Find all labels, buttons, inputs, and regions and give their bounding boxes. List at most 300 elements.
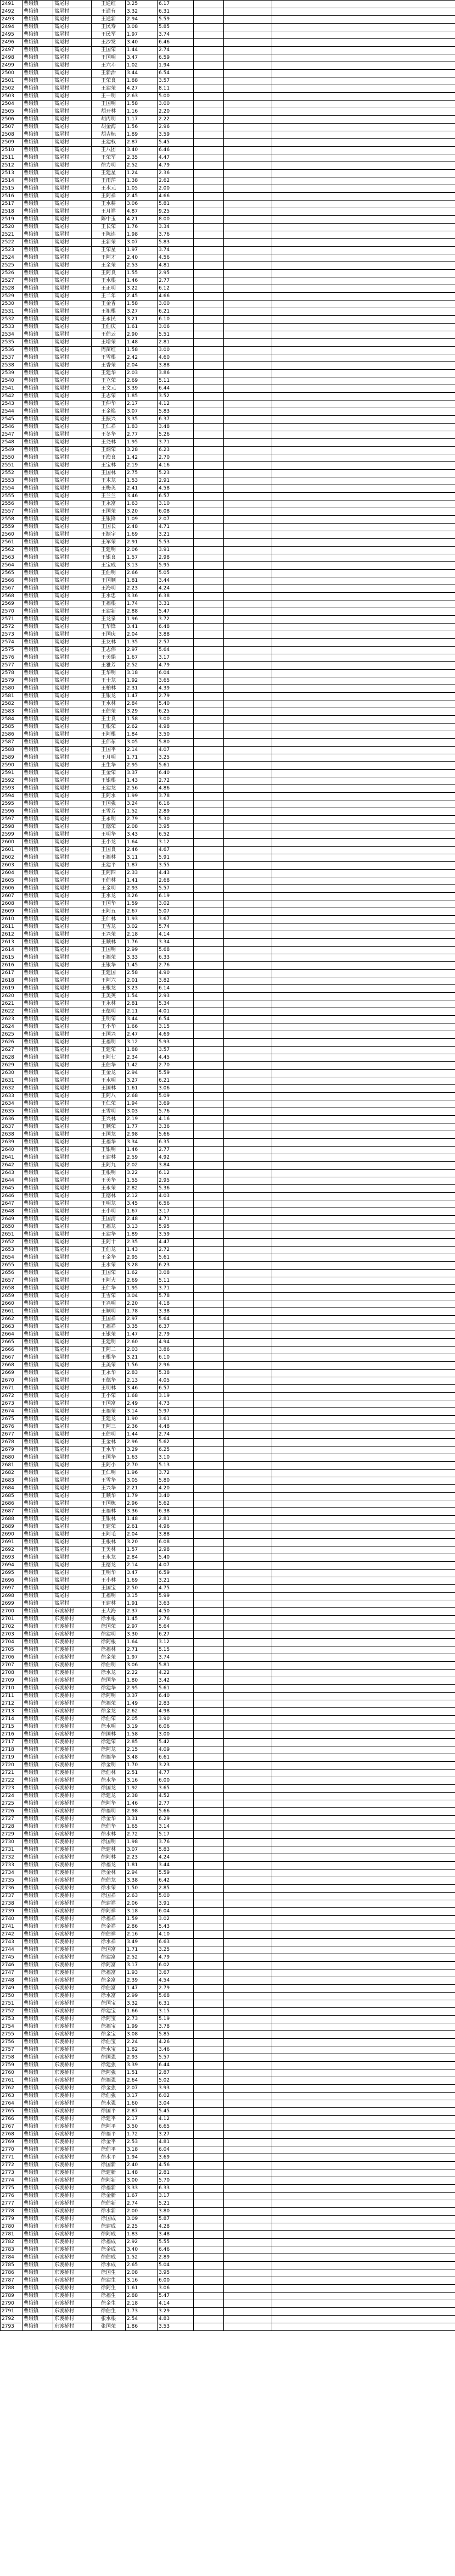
- empty-cell: [194, 531, 224, 539]
- town-cell: 曹娥镇: [23, 439, 53, 447]
- empty-cell: [194, 424, 224, 431]
- empty-cell: [194, 1139, 224, 1147]
- empty-cell: [194, 1554, 224, 1562]
- empty-cell: [272, 239, 455, 247]
- empty-cell: [194, 2039, 224, 2046]
- town-cell: 曹娥镇: [23, 1285, 53, 1293]
- town-cell: 曹娥镇: [23, 331, 53, 339]
- row-number-cell: 2641: [1, 1154, 23, 1162]
- name-cell: 徐阿林: [92, 1854, 126, 1862]
- empty-cell: [272, 324, 455, 331]
- value-cell: 4.52: [158, 1793, 194, 1800]
- empty-cell: [272, 785, 455, 793]
- row-number-cell: 2747: [1, 1969, 23, 1977]
- village-cell: 蒿尾村: [53, 1193, 92, 1200]
- town-cell: 曹娥镇: [23, 70, 53, 77]
- value-cell: 2.36: [158, 170, 194, 177]
- village-cell: 东渡桥村: [53, 2046, 92, 2054]
- empty-cell: [194, 1270, 224, 1277]
- value-cell: 6.57: [158, 493, 194, 500]
- town-cell: 曹娥镇: [23, 1539, 53, 1546]
- empty-cell: [224, 500, 272, 508]
- row-number-cell: 2685: [1, 1493, 23, 1500]
- area-cell: 2.04: [126, 1531, 158, 1539]
- town-cell: 曹娥镇: [23, 739, 53, 747]
- row-number-cell: 2600: [1, 839, 23, 847]
- table-row: [1, 900, 455, 908]
- name-cell: 王福荣: [92, 1408, 126, 1416]
- village-cell: 东渡桥村: [53, 2069, 92, 2077]
- row-number-cell: 2616: [1, 962, 23, 970]
- empty-cell: [272, 1770, 455, 1777]
- empty-cell: [272, 101, 455, 108]
- area-cell: 1.94: [126, 2154, 158, 2162]
- empty-cell: [272, 2085, 455, 2093]
- empty-cell: [272, 777, 455, 785]
- empty-cell: [272, 254, 455, 262]
- empty-cell: [272, 1662, 455, 1670]
- table-row: [1, 724, 455, 731]
- empty-cell: [272, 1416, 455, 1423]
- empty-cell: [194, 308, 224, 316]
- empty-cell: [272, 1300, 455, 1308]
- value-cell: 4.56: [158, 254, 194, 262]
- empty-cell: [272, 2285, 455, 2293]
- area-cell: 1.99: [126, 793, 158, 800]
- name-cell: 王德华: [92, 1377, 126, 1385]
- row-number-cell: 2773: [1, 2169, 23, 2177]
- empty-cell: [272, 224, 455, 231]
- table-row: [1, 1454, 455, 1462]
- value-cell: 6.59: [158, 1570, 194, 1577]
- empty-cell: [224, 2231, 272, 2239]
- area-cell: 1.47: [126, 1985, 158, 1993]
- table-row: [1, 2285, 455, 2293]
- town-cell: 曹娥镇: [23, 1039, 53, 1047]
- empty-cell: [272, 1885, 455, 1893]
- village-cell: 蒿尾村: [53, 331, 92, 339]
- row-number-cell: 2634: [1, 1100, 23, 1108]
- area-cell: 1.72: [126, 2131, 158, 2139]
- value-cell: 3.14: [158, 1823, 194, 1831]
- name-cell: 王立荣: [92, 377, 126, 385]
- table-row: [1, 262, 455, 270]
- village-cell: 蒿尾村: [53, 1185, 92, 1193]
- name-cell: 王金荣: [92, 770, 126, 777]
- value-cell: 3.72: [158, 1470, 194, 1477]
- row-number-cell: 2768: [1, 2131, 23, 2139]
- town-cell: 曹娥镇: [23, 31, 53, 39]
- empty-cell: [272, 539, 455, 547]
- empty-cell: [272, 1470, 455, 1477]
- area-cell: 1.02: [126, 62, 158, 70]
- row-number-cell: 2745: [1, 1954, 23, 1962]
- table-row: [1, 1093, 455, 1100]
- table-row: [1, 1608, 455, 1616]
- value-cell: 4.14: [158, 2300, 194, 2308]
- village-cell: 蒿尾村: [53, 1370, 92, 1377]
- empty-cell: [224, 654, 272, 662]
- village-cell: 蒿尾村: [53, 1377, 92, 1385]
- name-cell: 徐阿祥: [92, 1908, 126, 1916]
- empty-cell: [224, 1546, 272, 1554]
- empty-cell: [194, 954, 224, 962]
- empty-cell: [272, 2177, 455, 2185]
- row-number-cell: 2608: [1, 900, 23, 908]
- row-number-cell: 2570: [1, 608, 23, 616]
- area-cell: 2.25: [126, 2223, 158, 2231]
- empty-cell: [194, 1631, 224, 1639]
- empty-cell: [194, 2100, 224, 2108]
- town-cell: 曹娥镇: [23, 1939, 53, 1946]
- row-number-cell: 2645: [1, 1185, 23, 1193]
- empty-cell: [194, 639, 224, 647]
- empty-cell: [194, 1731, 224, 1739]
- table-row: [1, 893, 455, 900]
- empty-cell: [272, 516, 455, 524]
- name-cell: 徐金龙: [92, 1708, 126, 1716]
- empty-cell: [224, 893, 272, 900]
- area-cell: 2.48: [126, 1216, 158, 1223]
- area-cell: 1.92: [126, 1785, 158, 1793]
- row-number-cell: 2666: [1, 1347, 23, 1354]
- row-number-cell: 2530: [1, 301, 23, 308]
- village-cell: 蒿尾村: [53, 500, 92, 508]
- town-cell: 曹娥镇: [23, 408, 53, 416]
- area-cell: 1.94: [126, 1100, 158, 1108]
- village-cell: 蒿尾村: [53, 231, 92, 239]
- name-cell: 王小林: [92, 1577, 126, 1585]
- row-number-cell: 2653: [1, 1247, 23, 1254]
- empty-cell: [272, 2269, 455, 2277]
- empty-cell: [194, 1870, 224, 1877]
- area-cell: 1.84: [126, 731, 158, 739]
- value-cell: 4.16: [158, 462, 194, 470]
- table-row: [1, 500, 455, 508]
- empty-cell: [194, 431, 224, 439]
- empty-cell: [272, 693, 455, 700]
- value-cell: 3.34: [158, 224, 194, 231]
- name-cell: 王兴荣: [92, 931, 126, 939]
- empty-cell: [272, 793, 455, 800]
- village-cell: 蒿尾村: [53, 893, 92, 900]
- village-cell: 东渡桥村: [53, 1654, 92, 1662]
- row-number-cell: 2783: [1, 2246, 23, 2254]
- name-cell: 王福根: [92, 600, 126, 608]
- name-cell: 王士良: [92, 716, 126, 724]
- town-cell: 曹娥镇: [23, 793, 53, 800]
- row-number-cell: 2651: [1, 1231, 23, 1239]
- value-cell: 4.79: [158, 162, 194, 170]
- village-cell: 东渡桥村: [53, 2108, 92, 2116]
- town-cell: 曹娥镇: [23, 539, 53, 547]
- village-cell: 蒿尾村: [53, 970, 92, 977]
- row-number-cell: 2566: [1, 577, 23, 585]
- row-number-cell: 2493: [1, 16, 23, 24]
- table-row: [1, 547, 455, 554]
- name-cell: 徐国富: [92, 1946, 126, 1954]
- area-cell: 1.68: [126, 1393, 158, 1400]
- value-cell: 3.74: [158, 1654, 194, 1662]
- value-cell: 6.04: [158, 1908, 194, 1916]
- town-cell: 曹娥镇: [23, 2169, 53, 2177]
- value-cell: 5.09: [158, 1093, 194, 1100]
- empty-cell: [272, 1977, 455, 1985]
- empty-cell: [272, 1162, 455, 1170]
- value-cell: 2.72: [158, 1247, 194, 1254]
- town-cell: 曹娥镇: [23, 2262, 53, 2269]
- table-row: [1, 24, 455, 31]
- value-cell: 4.09: [158, 1746, 194, 1754]
- table-row: [1, 1962, 455, 1969]
- village-cell: 东渡桥村: [53, 1969, 92, 1977]
- empty-cell: [194, 1131, 224, 1139]
- area-cell: 3.46: [126, 1385, 158, 1393]
- name-cell: 徐伯生: [92, 2308, 126, 2316]
- area-cell: 3.37: [126, 1693, 158, 1700]
- name-cell: 王国庆: [92, 631, 126, 639]
- empty-cell: [224, 1100, 272, 1108]
- empty-cell: [272, 1546, 455, 1554]
- village-cell: 蒿尾村: [53, 347, 92, 354]
- village-cell: 蒿尾村: [53, 993, 92, 1000]
- name-cell: 徐水明: [92, 1723, 126, 1731]
- name-cell: 王兴林: [92, 1116, 126, 1123]
- row-number-cell: 2522: [1, 239, 23, 247]
- empty-cell: [272, 816, 455, 824]
- area-cell: 2.15: [126, 1746, 158, 1754]
- empty-cell: [272, 616, 455, 624]
- village-cell: 蒿尾村: [53, 885, 92, 893]
- empty-cell: [272, 293, 455, 301]
- empty-cell: [272, 124, 455, 131]
- name-cell: 王建国: [92, 970, 126, 977]
- value-cell: 6.31: [158, 2000, 194, 2008]
- town-cell: 曹娥镇: [23, 147, 53, 154]
- row-number-cell: 2649: [1, 1216, 23, 1223]
- value-cell: 4.79: [158, 1954, 194, 1962]
- town-cell: 曹娥镇: [23, 1147, 53, 1154]
- empty-cell: [224, 1877, 272, 1885]
- empty-cell: [224, 624, 272, 631]
- town-cell: 曹娥镇: [23, 1877, 53, 1885]
- empty-cell: [224, 1846, 272, 1854]
- table-row: [1, 1139, 455, 1147]
- empty-cell: [194, 731, 224, 739]
- empty-cell: [224, 470, 272, 477]
- empty-cell: [272, 1231, 455, 1239]
- empty-cell: [272, 2308, 455, 2316]
- area-cell: 3.13: [126, 562, 158, 570]
- row-number-cell: 2516: [1, 193, 23, 201]
- village-cell: 蒿尾村: [53, 177, 92, 185]
- value-cell: 2.70: [158, 1062, 194, 1070]
- empty-cell: [224, 1085, 272, 1093]
- empty-cell: [194, 1900, 224, 1908]
- area-cell: 2.93: [126, 2054, 158, 2062]
- empty-cell: [272, 2300, 455, 2308]
- area-cell: 1.58: [126, 1731, 158, 1739]
- area-cell: 3.06: [126, 1662, 158, 1670]
- name-cell: 王长荣: [92, 224, 126, 231]
- value-cell: 5.61: [158, 1254, 194, 1262]
- empty-cell: [224, 147, 272, 154]
- area-cell: 2.23: [126, 1854, 158, 1862]
- village-cell: 蒿尾村: [53, 1154, 92, 1162]
- empty-cell: [224, 1431, 272, 1439]
- name-cell: 王国林: [92, 1085, 126, 1093]
- village-cell: 东渡桥村: [53, 1854, 92, 1862]
- empty-cell: [224, 985, 272, 993]
- name-cell: 王水根: [92, 277, 126, 285]
- village-cell: 蒿尾村: [53, 208, 92, 216]
- row-number-cell: 2508: [1, 131, 23, 139]
- name-cell: 王金林: [92, 1439, 126, 1446]
- town-cell: 曹娥镇: [23, 1239, 53, 1247]
- village-cell: 蒿尾村: [53, 831, 92, 839]
- empty-cell: [224, 1123, 272, 1131]
- row-number-cell: 2647: [1, 1200, 23, 1208]
- value-cell: 3.31: [158, 600, 194, 608]
- village-cell: 蒿尾村: [53, 147, 92, 154]
- table-row: [1, 439, 455, 447]
- empty-cell: [194, 224, 224, 231]
- value-cell: 3.38: [158, 1308, 194, 1316]
- empty-cell: [224, 639, 272, 647]
- village-cell: 蒿尾村: [53, 1085, 92, 1093]
- empty-cell: [272, 1139, 455, 1147]
- table-row: [1, 362, 455, 370]
- value-cell: 4.54: [158, 1977, 194, 1985]
- empty-cell: [194, 1354, 224, 1362]
- value-cell: 3.00: [158, 1731, 194, 1739]
- village-cell: 蒿尾村: [53, 8, 92, 16]
- row-number-cell: 2620: [1, 993, 23, 1000]
- empty-cell: [194, 1023, 224, 1031]
- village-cell: 蒿尾村: [53, 1131, 92, 1139]
- empty-cell: [194, 839, 224, 847]
- village-cell: 蒿尾村: [53, 1008, 92, 1016]
- village-cell: 蒿尾村: [53, 608, 92, 616]
- row-number-cell: 2586: [1, 731, 23, 739]
- empty-cell: [224, 301, 272, 308]
- empty-cell: [272, 1600, 455, 1608]
- table-row: [1, 2262, 455, 2269]
- empty-cell: [224, 1300, 272, 1308]
- area-cell: 3.18: [126, 2146, 158, 2154]
- village-cell: 蒿尾村: [53, 839, 92, 847]
- value-cell: 3.15: [158, 2008, 194, 2016]
- empty-cell: [272, 1623, 455, 1631]
- village-cell: 蒿尾村: [53, 1023, 92, 1031]
- empty-cell: [224, 2246, 272, 2254]
- row-number-cell: 2766: [1, 2116, 23, 2123]
- value-cell: 6.21: [158, 308, 194, 316]
- empty-cell: [194, 1185, 224, 1193]
- town-cell: 曹娥镇: [23, 1008, 53, 1016]
- empty-cell: [224, 2239, 272, 2246]
- row-number-cell: 2541: [1, 385, 23, 393]
- table-row: [1, 301, 455, 308]
- row-number-cell: 2724: [1, 1793, 23, 1800]
- value-cell: 5.26: [158, 431, 194, 439]
- row-number-cell: 2558: [1, 516, 23, 524]
- area-cell: 2.96: [126, 1500, 158, 1508]
- row-number-cell: 2790: [1, 2300, 23, 2308]
- row-number-cell: 2655: [1, 1262, 23, 1270]
- value-cell: 4.07: [158, 747, 194, 754]
- area-cell: 2.68: [126, 1093, 158, 1100]
- area-cell: 1.74: [126, 600, 158, 608]
- value-cell: 2.85: [158, 1885, 194, 1893]
- table-row: [1, 508, 455, 516]
- name-cell: 王永荣: [92, 1185, 126, 1193]
- town-cell: 曹娥镇: [23, 1854, 53, 1862]
- name-cell: 王全荣: [92, 262, 126, 270]
- empty-cell: [224, 877, 272, 885]
- village-cell: 蒿尾村: [53, 1431, 92, 1439]
- empty-cell: [194, 824, 224, 831]
- town-cell: 曹娥镇: [23, 1962, 53, 1969]
- area-cell: 2.92: [126, 2239, 158, 2246]
- value-cell: 5.21: [158, 2200, 194, 2208]
- town-cell: 曹娥镇: [23, 431, 53, 439]
- name-cell: 王仁祥: [92, 424, 126, 431]
- area-cell: 1.38: [126, 177, 158, 185]
- empty-cell: [224, 1854, 272, 1862]
- empty-cell: [224, 124, 272, 131]
- empty-cell: [224, 577, 272, 585]
- area-cell: 2.13: [126, 1377, 158, 1385]
- name-cell: 王建权: [92, 139, 126, 147]
- value-cell: 5.78: [158, 1293, 194, 1300]
- row-number-cell: 2652: [1, 1239, 23, 1247]
- town-cell: 曹娥镇: [23, 1700, 53, 1708]
- empty-cell: [194, 893, 224, 900]
- empty-cell: [272, 2200, 455, 2208]
- row-number-cell: 2633: [1, 1093, 23, 1100]
- table-row: [1, 1762, 455, 1770]
- name-cell: 王雨萍: [92, 177, 126, 185]
- town-cell: 曹娥镇: [23, 624, 53, 631]
- empty-cell: [194, 724, 224, 731]
- value-cell: 3.74: [158, 31, 194, 39]
- area-cell: 1.63: [126, 1454, 158, 1462]
- empty-cell: [272, 1693, 455, 1700]
- table-row: [1, 685, 455, 693]
- area-cell: 2.53: [126, 2139, 158, 2146]
- name-cell: 徐水龙: [92, 1670, 126, 1677]
- town-cell: 曹娥镇: [23, 1570, 53, 1577]
- town-cell: 曹娥镇: [23, 1631, 53, 1639]
- table-row: [1, 1885, 455, 1893]
- empty-cell: [272, 1277, 455, 1285]
- area-cell: 2.39: [126, 1977, 158, 1985]
- empty-cell: [272, 500, 455, 508]
- empty-cell: [194, 201, 224, 208]
- table-row: [1, 939, 455, 947]
- row-number-cell: 2514: [1, 177, 23, 185]
- row-number-cell: 2561: [1, 539, 23, 547]
- empty-cell: [194, 93, 224, 101]
- empty-cell: [194, 1477, 224, 1485]
- empty-cell: [224, 1154, 272, 1162]
- name-cell: 王通有: [92, 8, 126, 16]
- table-row: [1, 1700, 455, 1708]
- row-number-cell: 2540: [1, 377, 23, 385]
- name-cell: 王金焕: [92, 408, 126, 416]
- value-cell: 3.29: [158, 2308, 194, 2316]
